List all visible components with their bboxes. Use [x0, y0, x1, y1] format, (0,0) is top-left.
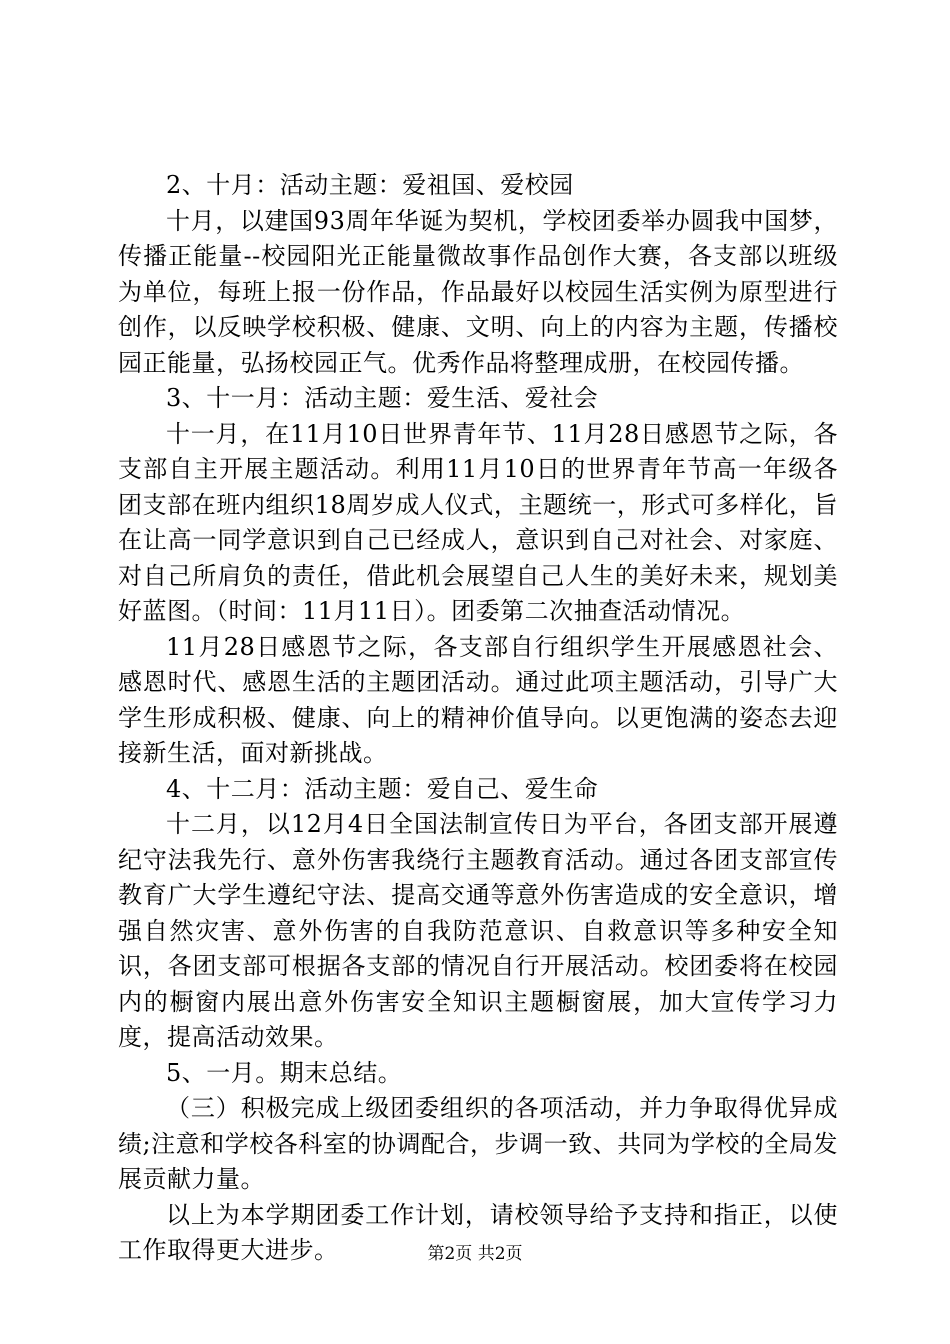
- paragraph-section-three: （三）积极完成上级团委组织的各项活动，并力争取得优异成绩;注意和学校各科室的协调配合，步调一致、共同为学校的全局发展贡献力量。: [118, 1094, 838, 1193]
- section-heading-november: 3、十一月：活动主题：爱生活、爱社会: [166, 384, 599, 412]
- paragraph-october: 十月，以建国93周年华诞为契机，学校团委举办圆我中国梦，传播正能量--校园阳光正能量微故事作品创作大赛，各支部以班级为单位，每班上报一份作品，作品最好以校园生活实例为原型进行创作，以反映学校积极、健康、文明、向上的内容为主题，传播校园正能量，弘扬校园正气。优秀作品将整理成册，在校园传播。: [118, 206, 838, 377]
- section-heading-october: 2、十月：活动主题：爱祖国、爱校园: [166, 171, 574, 199]
- paragraph-november: 十一月，在11月10日世界青年节、11月28日感恩节之际，各支部自主开展主题活动。利用11月10日的世界青年节高一年级各团支部在班内组织18周岁成人仪式，主题统一，形式可多样化，旨在让高一同学意识到自己已经成人，意识到自己对社会、对家庭、对自己所肩负的责任，借此机会展望自己人生的美好未来，规划美好蓝图。（时间：11月11日）。团委第二次抽查活动情况。: [118, 419, 838, 625]
- paragraph-thanksgiving: 11月28日感恩节之际，各支部自行组织学生开展感恩社会、感恩时代、感恩生活的主题团活动。通过此项主题活动，引导广大学生形成积极、健康、向上的精神价值导向。以更饱满的姿态去迎接新生活，面对新挑战。: [118, 632, 838, 767]
- paragraph-december: 十二月，以12月4日全国法制宣传日为平台，各团支部开展遵纪守法我先行、意外伤害我绕行主题教育活动。通过各团支部宣传教育广大学生遵纪守法、提高交通等意外伤害造成的安全意识，增强自然灾害、意外伤害的自我防范意识、自救意识等多种安全知识，各团支部可根据各支部的情况自行开展活动。校团委将在校园内的橱窗内展出意外伤害安全知识主题橱窗展，加大宣传学习力度，提高活动效果。: [118, 810, 838, 1051]
- section-heading-december: 4、十二月：活动主题：爱自己、爱生命: [166, 774, 599, 803]
- section-heading-january: 5、一月。期末总结。: [166, 1058, 403, 1087]
- paragraph-closing: 以上为本学期团委工作计划，请校领导给予支持和指正，以使工作取得更大进步。: [118, 1200, 838, 1264]
- document-body: [118, 168, 838, 1269]
- page-number-footer: 第2页 共2页: [427, 1244, 523, 1264]
